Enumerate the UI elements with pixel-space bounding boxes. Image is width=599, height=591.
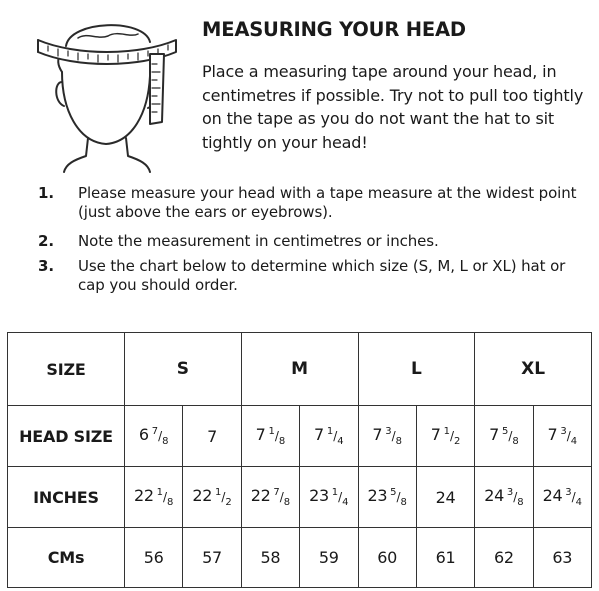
step-text: Use the chart below to determine which size (S, M, L or XL) hat or cap you should order.	[78, 257, 566, 294]
cm-cell: 62	[475, 528, 533, 588]
page-title: MEASURING YOUR HEAD	[202, 18, 466, 41]
inches-cell	[183, 467, 241, 528]
value-fraction: 7/8	[151, 426, 169, 447]
value-whole: 7	[547, 425, 558, 444]
size-xl-header: XL	[475, 333, 592, 406]
fraction-numerator: 3	[565, 487, 572, 498]
value-fraction: 7/8	[273, 487, 291, 508]
head-with-measuring-tape-icon	[26, 10, 188, 174]
fraction-numerator: 3	[385, 426, 392, 437]
fraction-denominator: 2	[225, 497, 232, 508]
size-m-header: M	[241, 333, 358, 406]
size-chart-table	[7, 332, 592, 588]
value-fraction: 5/8	[501, 426, 519, 447]
value-fraction: 1/8	[156, 487, 174, 508]
cm-cell: 63	[533, 528, 591, 588]
fraction-denominator: 8	[278, 436, 286, 447]
fraction-denominator: 8	[395, 436, 402, 447]
fraction-denominator: 8	[162, 436, 169, 447]
step-number: 2.	[38, 232, 54, 250]
table-row-size	[8, 333, 592, 406]
value-fraction: 3/8	[385, 426, 402, 447]
head-size-cell	[358, 406, 416, 467]
row-label-head-size: HEAD SIZE	[8, 406, 125, 467]
value-fraction: 1/8	[268, 426, 286, 447]
value-fraction: 1/2	[215, 487, 232, 508]
cm-cell: 58	[241, 528, 299, 588]
instruction-steps	[38, 184, 594, 301]
fraction-numerator: 1	[268, 426, 275, 437]
fraction-numerator: 3	[506, 487, 514, 498]
value-whole: 23	[309, 486, 329, 505]
value-fraction: 1/4	[326, 426, 344, 447]
value-whole: 7	[489, 425, 500, 444]
fraction-numerator: 1	[156, 487, 163, 498]
value-whole: 7	[314, 425, 324, 444]
fraction-numerator: 5	[390, 487, 397, 498]
step-1	[38, 184, 594, 232]
fraction-denominator: 4	[337, 436, 344, 447]
step-3	[38, 257, 594, 301]
fraction-numerator: 3	[560, 426, 567, 437]
cm-cell: 57	[183, 528, 241, 588]
fraction-denominator: 4	[575, 497, 583, 508]
fraction-numerator: 1	[215, 487, 222, 498]
value-whole: 22	[192, 486, 213, 505]
inches-cell	[300, 467, 358, 528]
row-label-size: SIZE	[8, 333, 125, 406]
value-whole: 23	[367, 486, 388, 505]
value-fraction: 3/4	[560, 426, 578, 447]
step-number: 3.	[38, 257, 54, 275]
table-row-inches	[8, 467, 592, 528]
step-number: 1.	[38, 184, 54, 202]
table-row-cms	[8, 528, 592, 588]
intro-text: Place a measuring tape around your head, in centimetres if possible. Try not to pull too tightly on the tape as you do not want the hat to sit tightly on your head!	[202, 62, 584, 152]
fraction-numerator: 1	[331, 487, 339, 498]
step-2	[38, 232, 594, 257]
value-whole: 22	[250, 486, 271, 505]
size-l-header: L	[358, 333, 475, 406]
value-whole: 22	[133, 486, 154, 505]
fraction-denominator: 8	[283, 497, 291, 508]
inches-cell	[125, 467, 183, 528]
fraction-denominator: 8	[512, 436, 519, 447]
size-s-header: S	[125, 333, 242, 406]
fraction-denominator: 8	[517, 497, 524, 508]
head-size-cell	[416, 406, 474, 467]
value-whole: 24	[542, 486, 563, 505]
head-size-cell	[533, 406, 591, 467]
fraction-numerator: 7	[151, 426, 159, 437]
inches-cell	[533, 467, 591, 528]
cm-cell: 56	[125, 528, 183, 588]
step-text: Please measure your head with a tape measure at the widest point (just above the ears or eyebrows).	[78, 184, 577, 221]
value-fraction: 3/4	[565, 487, 583, 508]
head-size-cell	[183, 406, 241, 467]
value-whole: 7	[255, 425, 266, 444]
value-fraction: 1/2	[443, 426, 461, 447]
value-fraction: 5/8	[390, 487, 407, 508]
head-size-cell	[241, 406, 299, 467]
value-whole: 6	[138, 425, 149, 444]
fraction-denominator: 4	[342, 497, 349, 508]
value-fraction: 1/4	[331, 487, 349, 508]
cm-cell: 60	[358, 528, 416, 588]
fraction-denominator: 2	[453, 436, 461, 447]
head-size-cell	[125, 406, 183, 467]
fraction-denominator: 8	[400, 497, 407, 508]
value-whole: 24	[435, 487, 456, 507]
head-size-cell	[300, 406, 358, 467]
value-whole: 7	[372, 425, 383, 444]
value-whole: 7	[207, 426, 217, 446]
row-label-cms: CMs	[8, 528, 125, 588]
step-text: Note the measurement in centimetres or inches.	[78, 232, 439, 250]
fraction-denominator: 8	[167, 497, 174, 508]
inches-cell	[241, 467, 299, 528]
row-label-inches: INCHES	[8, 467, 125, 528]
value-whole: 7	[430, 425, 441, 444]
cm-cell: 61	[416, 528, 474, 588]
inches-cell	[358, 467, 416, 528]
fraction-numerator: 1	[443, 426, 450, 437]
inches-cell	[475, 467, 533, 528]
value-whole: 24	[484, 486, 504, 505]
inches-cell	[416, 467, 474, 528]
fraction-denominator: 4	[570, 436, 578, 447]
value-fraction: 3/8	[506, 487, 524, 508]
head-size-cell	[475, 406, 533, 467]
table-row-head-size	[8, 406, 592, 467]
fraction-numerator: 7	[273, 487, 280, 498]
fraction-numerator: 1	[326, 426, 334, 437]
cm-cell: 59	[300, 528, 358, 588]
fraction-numerator: 5	[501, 426, 509, 437]
